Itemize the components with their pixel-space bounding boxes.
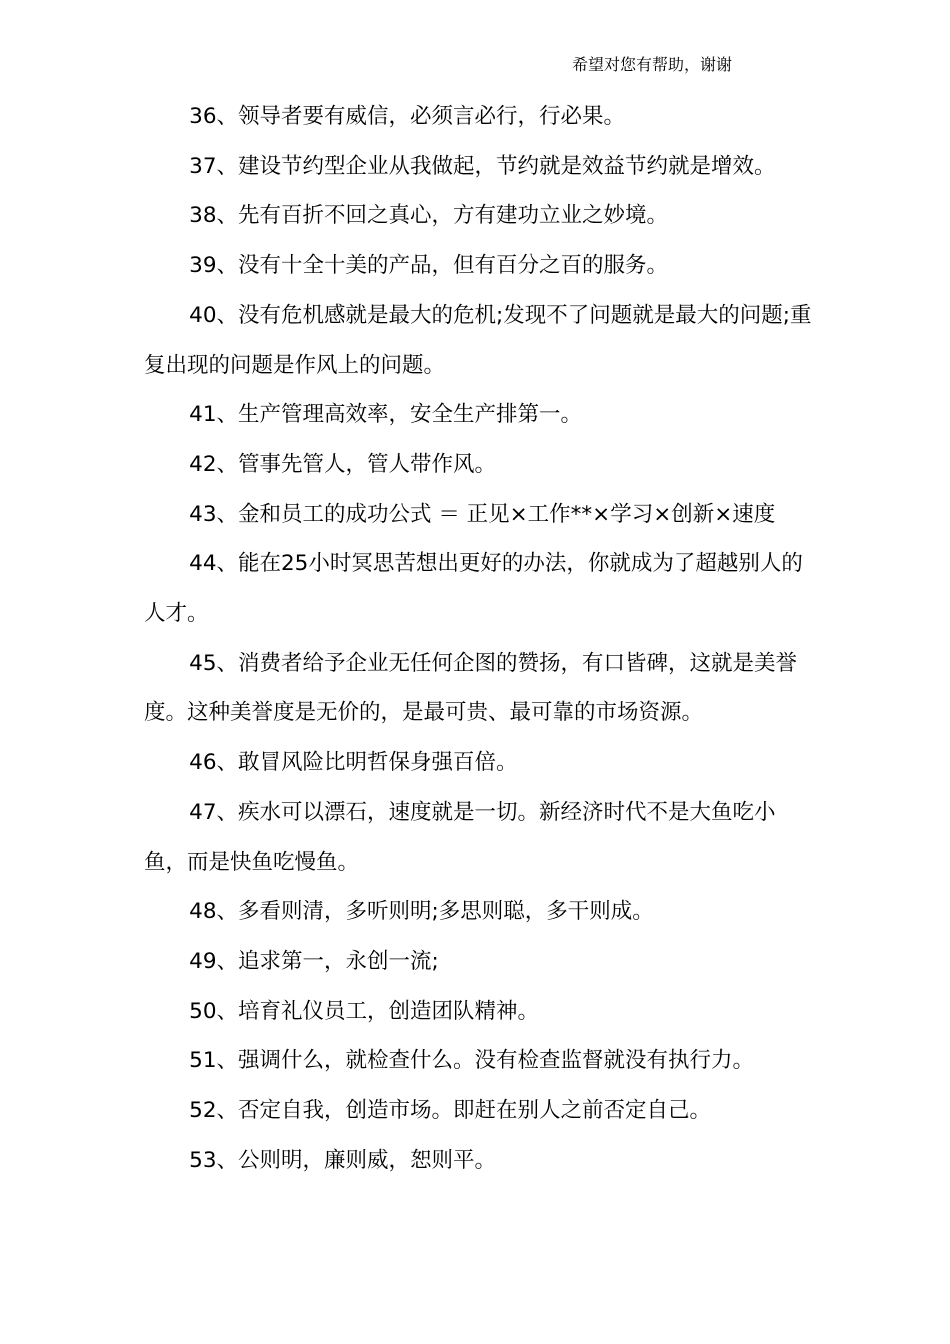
- list-item: 47、疾水可以漂石，速度就是一切。新经济时代不是大鱼吃小鱼，而是快鱼吃慢鱼。: [144, 799, 776, 875]
- quote-list: [144, 92, 814, 1185]
- header-note: 希望对您有帮助，谢谢: [571, 55, 732, 74]
- list-item: 39、没有十全十美的产品，但有百分之百的服务。: [189, 253, 669, 279]
- list-item: 45、消费者给予企业无任何企图的赞扬，有口皆碑，这就是美誉度。这种美誉度是无价的，是最可贵、最可靠的市场资源。: [144, 650, 798, 726]
- list-item: 46、敢冒风险比明哲保身强百倍。: [189, 750, 518, 776]
- list-item: 50、培育礼仪员工，创造团队精神。: [189, 998, 540, 1024]
- list-item: 49、追求第一，永创一流;: [189, 948, 439, 974]
- list-item: 40、没有危机感就是最大的危机;发现不了问题就是最大的问题;重复出现的问题是作风上的问题。: [144, 302, 812, 378]
- list-item: 51、强调什么，就检查什么。没有检查监督就没有执行力。: [189, 1048, 755, 1074]
- list-item: 53、公则明，廉则威，恕则平。: [189, 1147, 496, 1173]
- list-item: 43、金和员工的成功公式 ＝ 正见×工作**×学习×创新×速度: [189, 501, 776, 527]
- list-item: 42、管事先管人，管人带作风。: [189, 451, 496, 477]
- list-item: 37、建设节约型企业从我做起，节约就是效益节约就是增效。: [189, 153, 776, 179]
- list-item: 41、生产管理高效率，安全生产排第一。: [189, 402, 583, 428]
- list-item: 36、领导者要有威信，必须言必行，行必果。: [189, 104, 626, 129]
- list-item: 48、多看则清，多听则明;多思则聪，多干则成。: [189, 899, 654, 925]
- list-item: 44、能在25小时冥思苦想出更好的办法，你就成为了超越别人的人才。: [144, 551, 803, 627]
- list-item: 52、否定自我，创造市场。即赶在别人之前否定自己。: [189, 1098, 712, 1124]
- list-item: 38、先有百折不回之真心，方有建功立业之妙境。: [189, 203, 669, 229]
